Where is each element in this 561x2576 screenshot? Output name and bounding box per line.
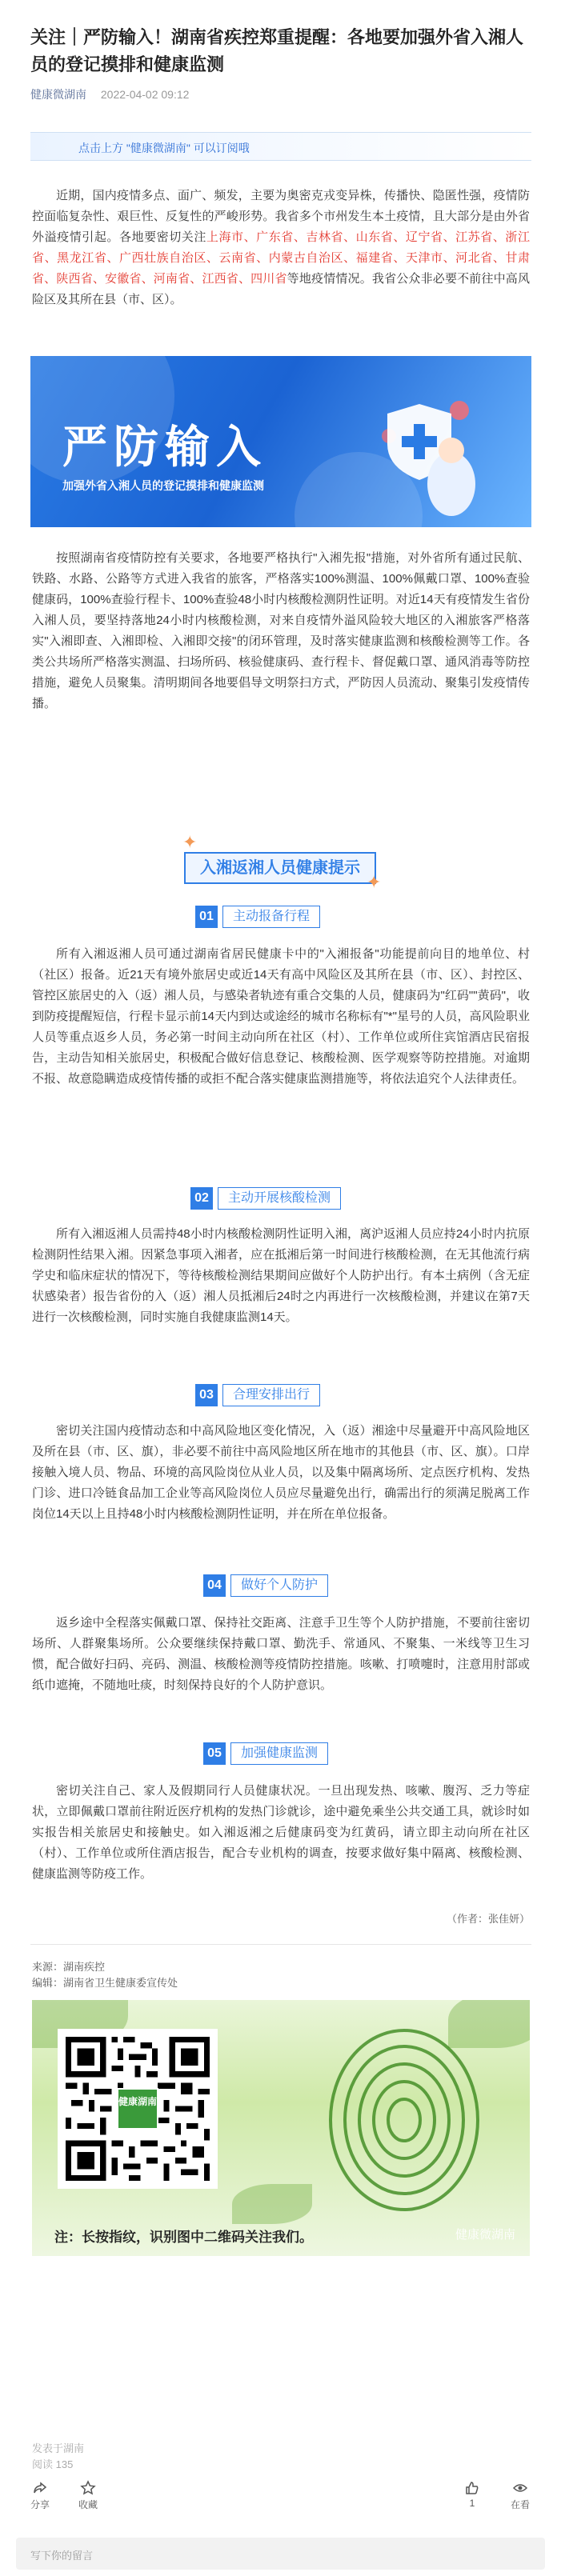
watermark: 健康微湖南 (455, 2228, 515, 2242)
share-label: 分享 (30, 2499, 50, 2510)
favorite-label: 收藏 (78, 2499, 98, 2510)
like-count: 1 (469, 2498, 475, 2509)
qr-code-image[interactable] (32, 2000, 530, 2256)
source-line: 来源：湖南疾控 (32, 1961, 106, 1973)
divider (30, 1944, 531, 1945)
editor-line: 编辑：湖南省卫生健康委宣传处 (32, 1977, 178, 1989)
item-text: 密切关注自己、家人及假期同行人员健康状况。一旦出现发热、咳嗽、腹泻、乏力等症状，立即佩戴口罩前往附近医疗机构的发热门诊就诊，途中避免乘坐公共交通工具，就诊时如实报告相关旅居史和接触史。如入湘返湘之后健康码变为红黄码，请立即主动向所在社区（村）、工作单位或所住酒店报告，配合专业机构的调查，按要求做好集中隔离、核酸检测、健康监测等防疫工作。 (32, 1784, 530, 1881)
item-text: 所有入湘返湘人员需持48小时内核酸检测阴性证明入湘，离沪返湘人员应持24小时内抗原检测阴性结果入湘。因紧急事项入湘者，应在抵湘后第一时间进行核酸检测，在无其他流行病学史和临床症状的情况下，等待核酸检测结果期间应做好个人防护出行。有本土病例（含无症状感染者）报告省份的入（返）湘人员抵湘后24时之内再进行一次核酸检测，并建议在第7天进行一次核酸检测，同时实施自我健康监测14天。 (32, 1227, 530, 1324)
favorite-button[interactable] (64, 2480, 112, 2511)
share-button[interactable] (16, 2480, 64, 2511)
intro-text-a: 近期，国内疫情多点、面广、频发，主要为奥密克戎变异株，传播快、隐匿性强，疫情防控面临复杂性、艰巨性、反复性的严峻形势。我省多个市州发生本土疫情，且大部分是由外省外溢疫情引起。各地要密切关注 (32, 189, 530, 244)
item-number: 04 (203, 1574, 226, 1597)
comment-placeholder: 写下你的留言 (30, 2550, 94, 2562)
item-label: 做好个人防护 (230, 1574, 328, 1597)
subscribe-hint[interactable] (30, 132, 531, 161)
account-name-link[interactable]: 健康微湖南 (30, 88, 86, 101)
looking-icon (512, 2480, 528, 2496)
item-label: 加强健康监测 (230, 1742, 328, 1765)
doctor-shield-illustration (371, 388, 491, 524)
share-icon (32, 2480, 48, 2496)
read-count: 阅读 135 (32, 2458, 74, 2470)
thumbs-up-icon (464, 2480, 480, 2496)
leaf-decor (232, 2184, 312, 2224)
item-label: 主动开展核酸检测 (218, 1187, 341, 1210)
item-number: 02 (190, 1187, 213, 1210)
item-text: 返乡途中全程落实佩戴口罩、保持社交距离、注意手卫生等个人防护措施，不要前往密切场所、人群聚集场所。公众要继续保持戴口罩、勤洗手、常通风、不聚集、一米线等卫生习惯，配合做好扫码、亮码、测温、核酸检测等疫情防控措施。咳嗽、打喷嚏时，注意用肘部或纸巾遮掩，不随地吐痰，时刻保持良好的个人防护意识。 (32, 1616, 530, 1692)
article-meta (30, 86, 189, 102)
item-label: 合理安排出行 (222, 1384, 320, 1406)
publish-date: 2022-04-02 09:12 (100, 88, 190, 101)
item-text: 密切关注国内疫情动态和中高风险地区变化情况，入（返）湘途中尽量避开中高风险地区及所在县（市、区、旗），非必要不前往中高风险地区所在地市的其他县（市、区、旗）。口岸接触入境人员、物品、环境的高风险岗位从业人员，以及集中隔离场所、定点医疗机构、发热门诊、进口冷链食品加工企业等高风险岗位人员应尽量避免出行，确需出行的须满足脱离工作岗位14天以上且持48小时内核酸检测阴性证明，并在所在单位报备。 (32, 1424, 530, 1521)
section-heading (184, 852, 376, 884)
banner-image (30, 356, 531, 527)
section-heading-text: 入湘返湘人员健康提示 (200, 859, 360, 877)
fingerprint-icon[interactable] (312, 2016, 496, 2216)
sparkle-icon: ✦ (367, 872, 382, 892)
intro-provinces: 上海市、广东省、吉林省、山东省、辽宁省、江苏省、浙江省、黑龙江省、广西壮族自治区、云南省、内蒙古自治区、福建省、天津市、河北省、甘肃省、陕西省、安徽省、河南省、江西省、四川省 (32, 230, 530, 286)
item-number: 03 (195, 1384, 218, 1406)
author-credit: （作者：张佳妍） (446, 1913, 530, 1925)
subscribe-hint-text: 点击上方 "健康微湖南" 可以订阅哦 (78, 142, 250, 154)
body-paragraph: 按照湖南省疫情防控有关要求，各地要严格执行"入湘先报"措施，对外省所有通过民航、铁路、水路、公路等方式进入我省的旅客，严格落实100%测温、100%佩戴口罩、100%查验健康码，100%查验行程卡、100%查验48小时内核酸检测阴性证明。对近14天有疫情发生省份入湘人员，要坚持落地24小时内核酸检测，对来自疫情外溢风险较大地区的入湘旅客严格落实"入湘即查、入湘即检、入湘即交接"的闭环管理，及时落实健康监测和核酸检测等工作。各类公共场所严格落实测温、扫场所码、核验健康码、查行程卡、督促戴口罩、通风消毒等防控措施，避免人员聚集。清明期间各地要倡导文明祭扫方式，严防因人员流动、聚集引发疫情传播。 (32, 551, 530, 710)
item-text: 所有入湘返湘人员可通过湖南省居民健康卡中的"入湘报备"功能提前向目的地单位、村（社区）报备。近21天有境外旅居史或近14天有高中风险区及其所在县（市、区）、封控区、管控区旅居史的入（返）湘人员，与感染者轨迹有重合交集的人员，健康码为"红码""黄码"，收到防疫提醒短信，行程卡显示前14天内到达或途经的城市名称标有"*"星号的人员，高风险职业人员等重点返乡人员，务必第一时间主动向所在社区（村）、工作单位或所住宾馆酒店民宿报告，主动告知相关旅居史，积极配合做好信息登记、核酸检测、医学观察等防控措施。对逾期不报、故意隐瞒造成疫情传播的或拒不配合落实健康监测措施等，将依法追究个人法律责任。 (32, 947, 530, 1086)
like-button[interactable] (448, 2480, 496, 2509)
comment-input[interactable] (16, 2538, 545, 2570)
published-location: 发表于湖南 (32, 2442, 85, 2454)
banner-subtitle: 加强外省入湘人员的登记摸排和健康监测 (62, 479, 264, 492)
item-number: 01 (195, 906, 218, 928)
looking-label: 在看 (510, 2499, 530, 2510)
qr-center-badge: 健康湖南 (117, 2088, 158, 2130)
action-bar (0, 2480, 561, 2525)
looking-button[interactable] (496, 2480, 544, 2511)
item-label: 主动报备行程 (222, 906, 320, 928)
qr-instruction: 注：长按指纹，识别图中二维码关注我们。 (54, 2230, 313, 2246)
intro-text-b: 等地疫情情况。我省公众非必要不前往中高风险区及其所在县（市、区）。 (32, 272, 530, 306)
item-number: 05 (203, 1742, 226, 1765)
favorite-icon (80, 2480, 96, 2496)
banner-title: 严防输入 (62, 422, 267, 474)
sparkle-icon: ✦ (182, 832, 198, 852)
article-title: 关注｜严防输入！湖南省疾控郑重提醒：各地要加强外省入湘人员的登记摸排和健康监测 (30, 27, 524, 74)
intro-paragraph (32, 186, 530, 310)
